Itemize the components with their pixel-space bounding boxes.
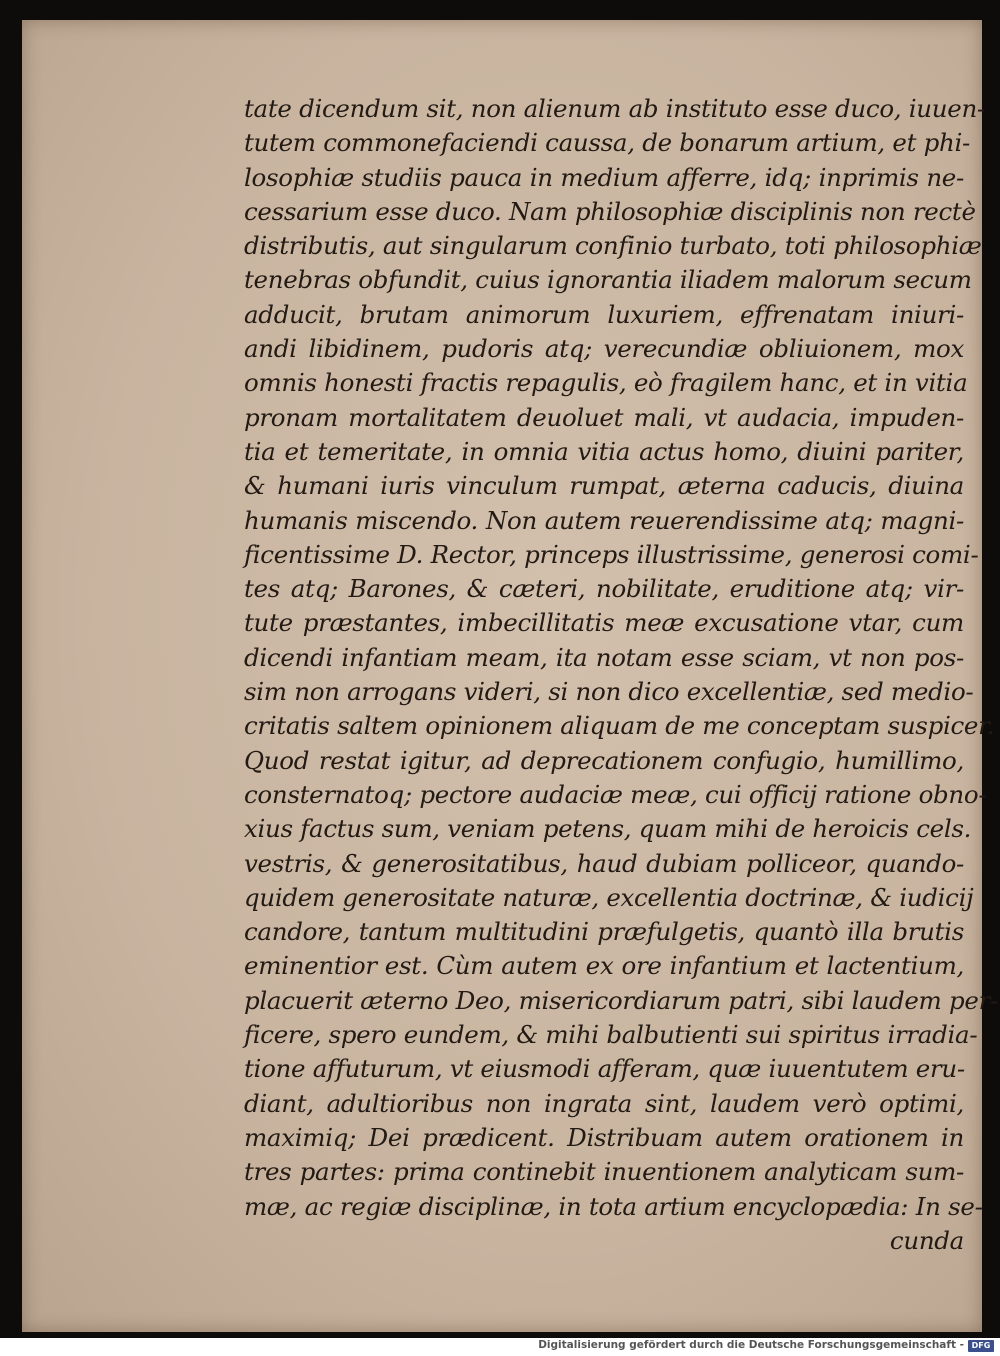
dfg-logo-icon: DFG xyxy=(968,1340,994,1352)
text-line: Quod restat igitur, ad deprecationem confugio, humillimo, xyxy=(244,745,964,775)
text-line: tia et temeritate, in omnia vitia actus homo, diuini pariter, xyxy=(244,436,964,466)
text-line: vestris, & generositatibus, haud dubiam polliceor, quando- xyxy=(244,848,964,878)
text-line: & humani iuris vinculum rumpat, æterna caducis, diuina xyxy=(244,471,964,501)
text-line: losophiæ studiis pauca in medium afferre, idq; inprimis ne- xyxy=(244,162,964,192)
book-page xyxy=(22,20,998,1332)
text-line: placuerit æterno Deo, misericordiarum patri, sibi laudem per- xyxy=(244,985,998,1015)
text-line: ficentissime D. Rector, princeps illustrissime, generosi comi- xyxy=(244,539,979,569)
text-line: critatis saltem opinionem aliquam de me conceptam suspicer. xyxy=(244,711,995,741)
text-line: humanis miscendo. Non autem reuerendissime atq; magni- xyxy=(244,505,964,535)
text-line: candore, tantum multitudini præfulgetis, quantò illa brutis xyxy=(244,917,964,947)
text-line: tres partes: prima continebit inuentionem analyticam sum- xyxy=(244,1157,964,1187)
text-line: distributis, aut singularum confinio turbato, toti philosophiæ xyxy=(244,231,982,261)
text-line: consternatoq; pectore audaciæ meæ, cui officij ratione obno- xyxy=(244,779,987,809)
text-line: adducit, brutam animorum luxuriem, effrenatam iniuri- xyxy=(244,299,964,329)
text-line: dicendi infantiam meam, ita notam esse sciam, vt non pos- xyxy=(244,642,964,672)
text-line: omnis honesti fractis repagulis, eò fragilem hanc, et in vitia xyxy=(244,368,968,398)
text-line: quidem generositate naturæ, excellentia doctrinæ, & iudicij xyxy=(244,882,974,912)
text-line: tate dicendum sit, non alienum ab instituto esse duco, iuuen- xyxy=(244,94,985,123)
text-line: mæ, ac regiæ disciplinæ, in tota artium encyclopædia: In se- xyxy=(244,1191,983,1221)
page-text-block xyxy=(244,92,998,1258)
text-line: ficere, spero eundem, & mihi balbutienti sui spiritus irradia- xyxy=(244,1020,978,1050)
text-line: tes atq; Barones, & cæteri, nobilitate, eruditione atq; vir- xyxy=(244,574,964,604)
text-line: xius factus sum, veniam petens, quam mihi de heroicis cels. xyxy=(244,814,972,844)
footer-bar xyxy=(0,1338,1000,1356)
text-line: eminentior est. Cùm autem ex ore infantium et lactentium, xyxy=(244,951,964,981)
digitization-credit: Digitalisierung gefördert durch die Deutsche Forschungsgemeinschaft - xyxy=(538,1339,964,1351)
text-line: tione affuturum, vt eiusmodi afferam, quæ iuuentutem eru- xyxy=(244,1054,965,1084)
text-line: tenebras obfundit, cuius ignorantia iliadem malorum secum xyxy=(244,265,972,295)
text-line: andi libidinem, pudoris atq; verecundiæ obliuionem, mox xyxy=(244,334,964,364)
text-line: sim non arrogans videri, si non dico excellentiæ, sed medio- xyxy=(244,677,974,707)
text-line: cessarium esse duco. Nam philosophiæ disciplinis non rectè xyxy=(244,196,976,226)
text-line: tutem commonefaciendi caussa, de bonarum artium, et phi- xyxy=(244,128,971,158)
text-line: pronam mortalitatem deuoluet mali, vt audacia, impuden- xyxy=(244,402,964,432)
text-line: tute præstantes, imbecillitatis meæ excusatione vtar, cum xyxy=(244,608,964,638)
text-line: maximiq; Dei prædicent. Distribuam autem orationem in xyxy=(244,1122,964,1152)
catchword: cunda xyxy=(889,1225,964,1255)
text-line: diant, adultioribus non ingrata sint, laudem verò optimi, xyxy=(244,1088,964,1118)
